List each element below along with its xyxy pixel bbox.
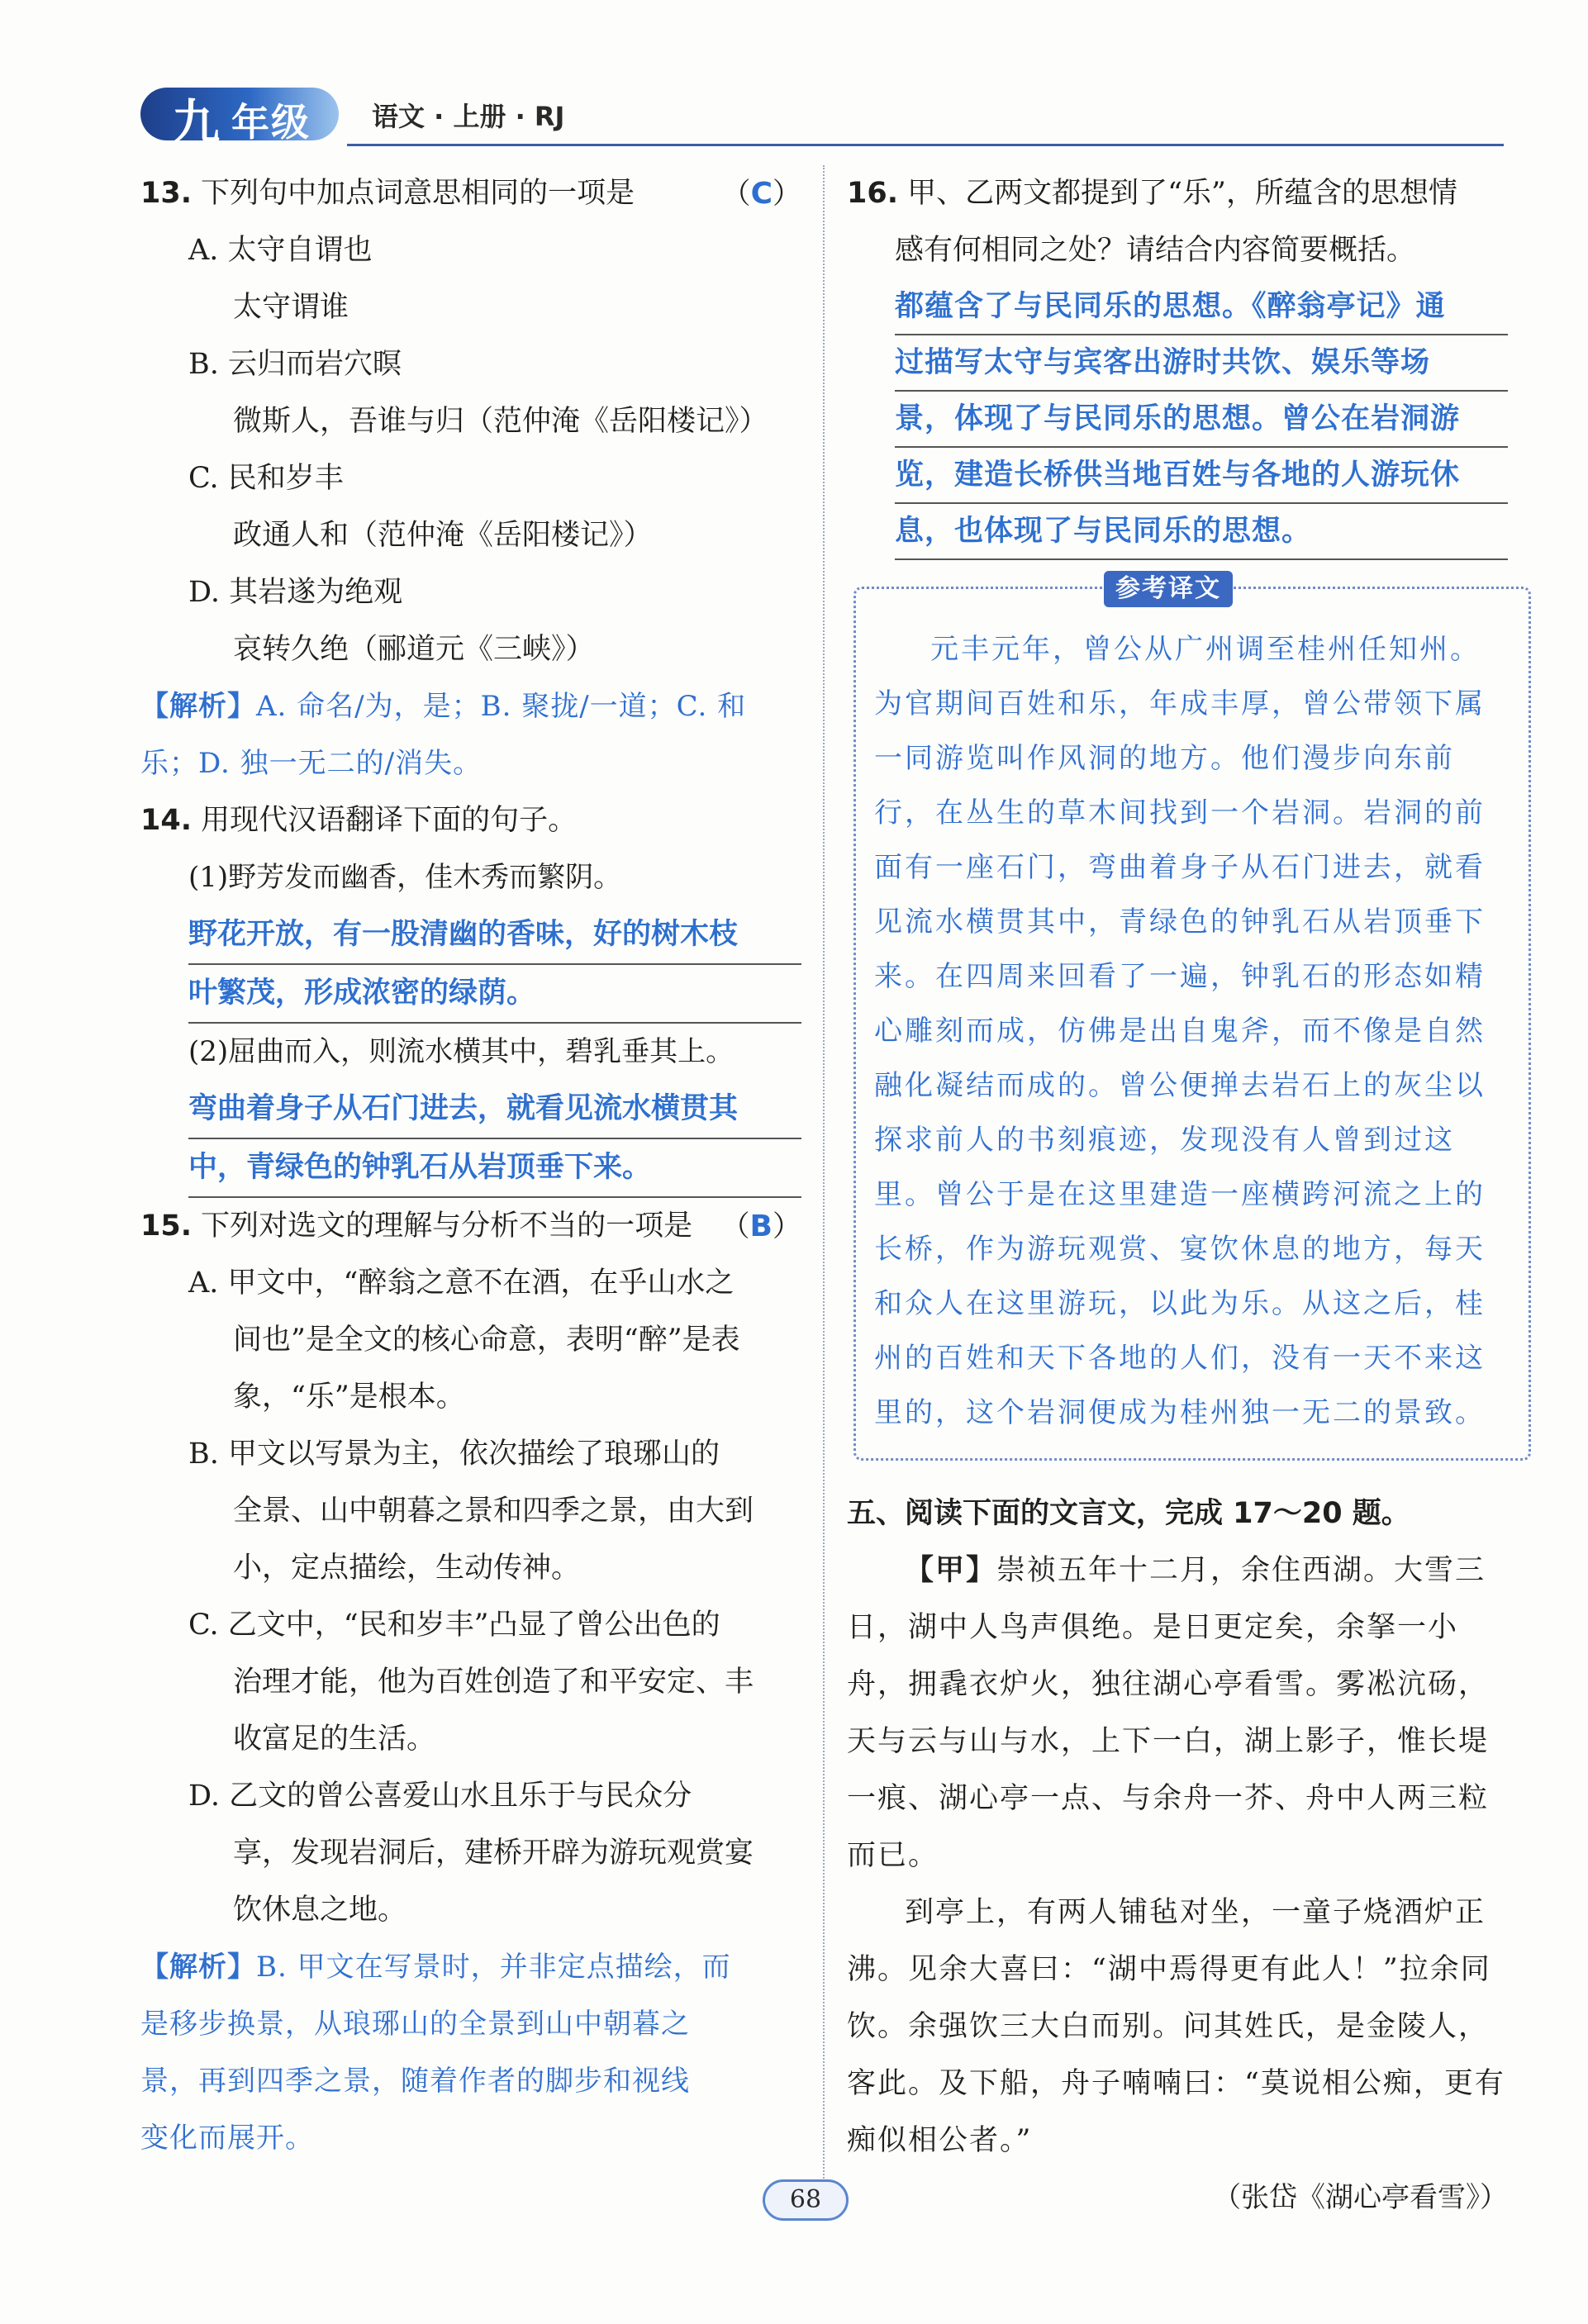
option-d-line1: D. 其岩遂为绝观 (188, 576, 403, 609)
question-14 (140, 792, 801, 1198)
analysis-line2: 乐；D. 独一无二的/消失。 (140, 747, 483, 780)
option-c-line2: 政通人和（范仲淹《岳阳楼记》） (233, 519, 653, 552)
option-a-line1: A. 太守自谓也 (188, 234, 373, 267)
question-text: 甲、乙两文都提到了“乐”，所蕴含的思想情 (907, 177, 1457, 210)
option-b-line1: B. 甲文以写景为主，依次描绘了琅琊山的 (188, 1438, 720, 1471)
question-number: 14. (140, 804, 193, 837)
reference-translation-box (853, 574, 1531, 1461)
analysis-line1: 【解析】B. 甲文在写景时，并非定点描绘，而 (140, 1951, 731, 1984)
grade-label: 年级 (231, 100, 311, 145)
option-a-line1: A. 甲文中，“醉翁之意不在酒，在乎山水之 (188, 1267, 735, 1300)
sub-question-1: (1)野芳发而幽香，佳木秀而繁阴。 (188, 861, 622, 894)
option-c-line1: C. 民和岁丰 (188, 462, 344, 495)
answer-slot: （B） (720, 1210, 801, 1243)
answer-line: 息，也体现了与民同乐的思想。 (895, 504, 1508, 560)
question-15-stem (140, 1198, 801, 1255)
question-number: 15. (140, 1210, 193, 1243)
left-column (140, 165, 801, 2167)
question-text: 下列对选文的理解与分析不当的一项是 (201, 1210, 693, 1243)
question-16-stem-line1 (847, 165, 1508, 222)
analysis-line1: 【解析】A. 命名/为，是；B. 聚拢/一道；C. 和 (140, 690, 747, 723)
option-d-line1: D. 乙文的曾公喜爱山水且乐于与民众分 (188, 1780, 692, 1813)
option-d-line2: 享，发现岩洞后，建桥开辟为游玩观赏宴 (233, 1837, 754, 1870)
option-c-line3: 收富足的生活。 (233, 1723, 436, 1756)
answer-line: 弯曲着身子从石门进去，就看见流水横贯其 (188, 1081, 801, 1139)
answer-16 (895, 279, 1508, 560)
option-c-line1: C. 乙文中，“民和岁丰”凸显了曾公出色的 (188, 1609, 720, 1642)
question-number: 16. (847, 177, 899, 210)
analysis-line2: 是移步换景，从琅琊山的全景到山中朝暮之 (140, 2008, 690, 2041)
right-column (847, 165, 1508, 2227)
option-b-line2: 全景、山中朝暮之景和四季之景，由大到 (233, 1495, 754, 1528)
subject-label: 语文 · 上册 · RJ (372, 101, 565, 132)
passage-tag-jia: 【甲】 (905, 1554, 997, 1587)
question-13-stem (140, 165, 801, 222)
answer-1 (188, 906, 801, 1024)
answer-letter: C (750, 177, 773, 211)
answer-line: 野花开放，有一股清幽的香味，好的树木枝 (188, 906, 801, 965)
passage-paragraph-1: 【甲】崇祯五年十二月，余住西湖。大雪三日，湖中人鸟声俱绝。是日更定矣，余拏一小舟，拥毳衣炉火，独往湖心亭看雪。雾凇沆砀，天与云与山与水，上下一白，湖上影子，惟长堤一痕、湖心亭一点、与余舟一芥、舟中人两三粒而已。 (847, 1554, 1490, 1872)
option-d-line2: 哀转久绝（郦道元《三峡》） (233, 633, 595, 666)
option-d-line3: 饮休息之地。 (233, 1894, 407, 1927)
answer-line: 览，建造长桥供当地百姓与各地的人游玩休 (895, 448, 1508, 504)
question-14-stem (140, 792, 801, 849)
option-b-line1: B. 云归而岩穴暝 (188, 348, 402, 381)
question-text: 下列句中加点词意思相同的一项是 (201, 177, 635, 210)
question-text: 用现代汉语翻译下面的句子。 (201, 804, 578, 837)
passage-paragraph-2: 到亭上，有两人铺毡对坐，一童子烧酒炉正沸。见余大喜曰：“湖中焉得更有此人！”拉余同饮。余强饮三大白而别。问其姓氏，是金陵人，客此。及下船，舟子喃喃曰：“莫说相公痴，更有痴似相公者。” (847, 1896, 1505, 2157)
answer-line: 景，体现了与民同乐的思想。曾公在岩洞游 (895, 392, 1508, 448)
answer-letter: B (749, 1210, 773, 1243)
answer-slot: （C） (721, 177, 801, 211)
grade-number: 九 (172, 94, 221, 150)
question-13 (140, 165, 801, 792)
page-header (132, 73, 1504, 151)
question-15 (140, 1198, 801, 2167)
answer-line: 都蕴含了与民同乐的思想。《醉翁亭记》通 (895, 279, 1508, 335)
question-16 (847, 165, 1508, 560)
answer-2 (188, 1081, 801, 1198)
question-16-stem-line2: 感有何相同之处？请结合内容简要概括。 (895, 234, 1416, 267)
analysis-line4: 变化而展开。 (140, 2122, 314, 2155)
option-b-line2: 微斯人，吾谁与归（范仲淹《岳阳楼记》） (233, 405, 768, 438)
option-a-line2: 太守谓谁 (233, 291, 349, 324)
option-a-line2: 间也”是全文的核心命意，表明“醉”是表 (233, 1324, 740, 1357)
answer-line: 中，青绿色的钟乳石从岩顶垂下来。 (188, 1139, 801, 1198)
option-b-line3: 小，定点描绘，生动传神。 (233, 1552, 581, 1585)
analysis-tag: 【解析】 (140, 690, 256, 723)
header-divider (347, 144, 1504, 146)
answer-line: 叶繁茂，形成浓密的绿荫。 (188, 965, 801, 1024)
option-a-line3: 象，“乐”是根本。 (233, 1381, 465, 1414)
section-five-title: 五、阅读下面的文言文，完成 17～20 题。 (847, 1497, 1410, 1530)
column-divider (823, 165, 826, 2181)
reference-translation-text: 元丰元年，曾公从广州调至桂州任知州。为官期间百姓和乐，年成丰厚，曾公带领下属一同游览叫作风洞的地方。他们漫步向东前行，在丛生的草木间找到一个岩洞。岩洞的前面有一座石门，弯曲着身子从石门进去，就看见流水横贯其中，青绿色的钟乳石从岩顶垂下来。在四周来回看了一遍，钟乳石的形态如精心雕刻而成，仿佛是出自鬼斧，而不像是自然融化凝结而成的。曾公便掸去岩石上的灰尘以探求前人的书刻痕迹，发现没有人曾到过这里。曾公于是在这里建造一座横跨河流之上的长桥，作为游玩观赏、宴饮休息的地方，每天和众人在这里游玩，以此为乐。从这之后，桂州的百姓和天下各地的人们，没有一天不来这里的，这个岩洞便成为桂州独一无二的景致。 (874, 633, 1486, 1429)
analysis-tag: 【解析】 (140, 1951, 256, 1984)
reference-translation-title: 参考译文 (1104, 571, 1233, 607)
sub-question-2: (2)屈曲而入，则流水横其中，碧乳垂其上。 (188, 1035, 735, 1068)
option-c-line2: 治理才能，他为百姓创造了和平安定、丰 (233, 1666, 754, 1699)
answer-line: 过描写太守与宾客出游时共饮、娱乐等场 (895, 335, 1508, 392)
passage-source: （张岱《湖心亭看雪》） (1213, 2181, 1508, 2214)
analysis-line3: 景，再到四季之景，随着作者的脚步和视线 (140, 2065, 690, 2098)
page-number-badge: 68 (763, 2179, 849, 2221)
question-number: 13. (140, 177, 193, 210)
page-number (735, 2179, 876, 2221)
grade-badge (140, 88, 339, 150)
